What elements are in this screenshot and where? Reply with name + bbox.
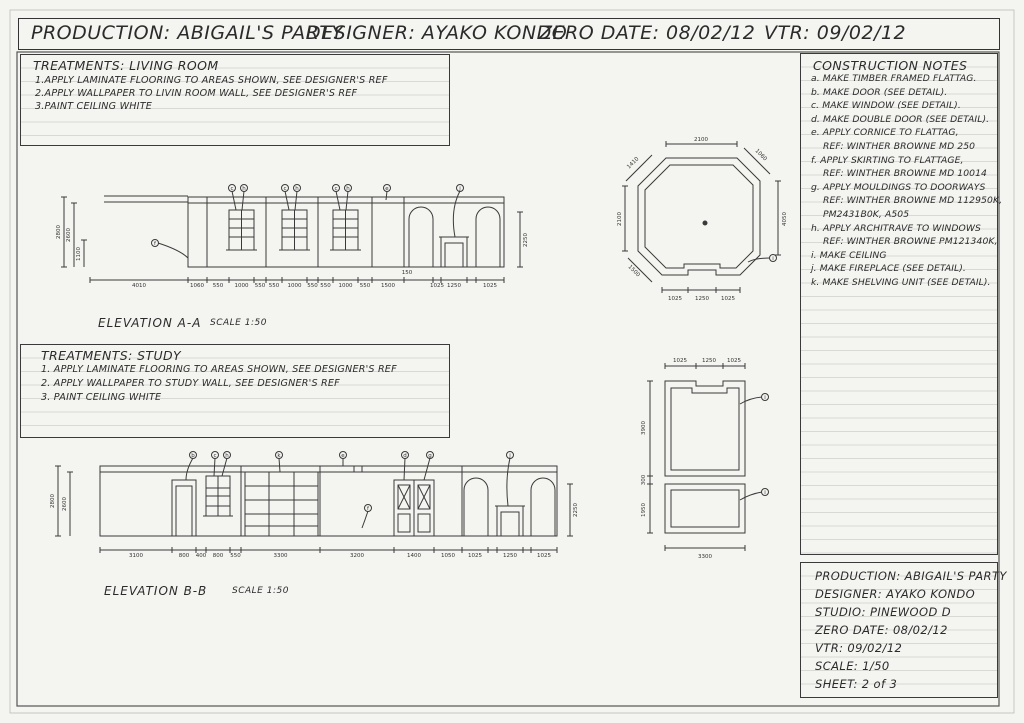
- living-room-heading: TREATMENTS: LIVING ROOM: [33, 58, 219, 73]
- construction-note-0: a. MAKE TIMBER FRAMED FLATTAG.: [811, 73, 977, 84]
- elev-a-dim-2: 550: [212, 283, 224, 289]
- construction-note-13: i. MAKE CEILING: [811, 249, 887, 261]
- title-production: PRODUCTION: ABIGAIL'S PARTY: [31, 22, 344, 44]
- elev-b-dim-10: 1250: [503, 553, 517, 559]
- callout-b-1: c: [213, 453, 217, 459]
- study-item-2: 2. APPLY WALLPAPER TO STUDY WALL, SEE DESIGNER'S REF: [41, 378, 340, 389]
- study-heading: TREATMENTS: STUDY: [41, 348, 182, 363]
- elev-a-dim-4: 550: [254, 283, 266, 289]
- elev-b-dim-11: 1025: [537, 553, 551, 559]
- title-zero-date: ZERO DATE: 08/02/12: [539, 22, 756, 44]
- window-a1: [226, 210, 257, 250]
- shelving-b: [245, 472, 318, 536]
- callout-b-7: j: [509, 453, 511, 459]
- callout-b-2: h: [225, 453, 229, 459]
- oct-dim-6: 1025: [668, 296, 682, 302]
- elev-b-dim-1: 800: [178, 553, 190, 559]
- study-dim-5: 1950: [641, 503, 647, 517]
- construction-note-5: REF: WINTHER BROWNE MD 250: [823, 141, 976, 152]
- callout-a-3: h: [295, 186, 299, 192]
- window-a2: [279, 210, 310, 250]
- study-dim-6: 3300: [698, 554, 712, 560]
- construction-note-15: k. MAKE SHELVING UNIT (SEE DETAIL).: [811, 277, 991, 288]
- callout-study-i-1: i: [764, 395, 766, 401]
- arch-b2: [531, 478, 555, 536]
- elev-b-h-dim-2: 2250: [573, 503, 579, 517]
- elev-a-dim-10: 550: [359, 283, 371, 289]
- sheet-border: [10, 10, 1014, 713]
- construction-note-11: h. APPLY ARCHITRAVE TO WINDOWS: [811, 222, 981, 234]
- construction-note-1: b. MAKE DOOR (SEE DETAIL).: [811, 86, 948, 98]
- construction-note-2: c. MAKE WINDOW (SEE DETAIL).: [811, 100, 961, 112]
- elev-b-dim-2: 400: [195, 553, 207, 559]
- elev-b-dim-9: 1025: [468, 553, 482, 559]
- study-dim-1: 1250: [702, 358, 716, 364]
- oct-dim-7: 1250: [695, 296, 709, 302]
- tb-sheet: SHEET: 2 of 3: [815, 677, 898, 691]
- oct-dim-1: 1060: [753, 148, 768, 163]
- study-dim-3: 3900: [641, 421, 647, 435]
- elevation-b-label: ELEVATION B-B: [104, 584, 208, 598]
- construction-note-10: PM2431B0K, A505: [823, 209, 910, 220]
- elev-b-dim-5: 3300: [273, 553, 288, 559]
- study-item-3: 3. PAINT CEILING WHITE: [41, 392, 162, 403]
- plan-octagon-drawing: [622, 141, 781, 293]
- frame-border: [17, 52, 999, 706]
- oct-dim-4: 4050: [782, 212, 788, 226]
- construction-note-9: REF: WINTHER BROWNE MD 112950K,: [823, 195, 1003, 207]
- elevation-a-label: ELEVATION A-A: [98, 316, 202, 330]
- fireplace-b: [495, 506, 525, 536]
- oct-dim-0: 2100: [694, 137, 708, 143]
- construction-note-3: d. MAKE DOUBLE DOOR (SEE DETAIL).: [811, 113, 990, 125]
- elev-a-dim-7: 550: [307, 283, 318, 289]
- title-designer: DESIGNER: AYAKO KONDO: [306, 22, 568, 44]
- tb-designer: DESIGNER: AYAKO KONDO: [815, 587, 976, 601]
- study-dim-2: 1025: [727, 358, 741, 364]
- oct-dim-8: 1025: [721, 296, 735, 302]
- double-door-b: [394, 480, 434, 536]
- living-room-item-3: 3.PAINT CEILING WHITE: [35, 101, 153, 112]
- arch-a2: [476, 207, 500, 267]
- construction-note-6: f. APPLY SKIRTING TO FLATTAGE,: [811, 154, 964, 166]
- tb-scale: SCALE: 1/50: [815, 659, 890, 673]
- callout-b-3: k: [277, 453, 281, 459]
- callout-study-i-2: i: [764, 490, 766, 496]
- elev-a-dim-5: 550: [268, 283, 280, 289]
- callout-a-4: c: [334, 186, 338, 192]
- callout-a-5: h: [346, 186, 350, 192]
- elev-b-dim-7: 1400: [407, 553, 421, 559]
- elev-a-dim-11: 1500: [381, 283, 395, 289]
- elev-b-h-dim-1: 2600: [62, 497, 68, 511]
- elev-a-h-dim-3: 2250: [523, 233, 529, 247]
- tb-studio: STUDIO: PINEWOOD D: [815, 605, 952, 619]
- elev-b-dim-8: 1050: [441, 553, 455, 559]
- tb-vtr: VTR: 09/02/12: [815, 641, 903, 655]
- elev-a-dim-9: 1000: [338, 283, 353, 289]
- elev-a-dim-3: 1000: [234, 283, 249, 289]
- living-room-item-2: 2.APPLY WALLPAPER TO LIVIN ROOM WALL, SEE DESIGNER'S REF: [35, 88, 358, 99]
- callout-b-f: f: [367, 506, 369, 512]
- oct-dim-2: 1410: [626, 156, 641, 171]
- plan-study-drawing: [647, 363, 769, 551]
- elevation-a-scale: SCALE 1:50: [210, 318, 267, 328]
- elevation-b-scale: SCALE 1:50: [232, 586, 289, 596]
- callout-b-6: g: [428, 453, 432, 459]
- elev-a-dim-0: 4010: [132, 283, 146, 289]
- elevation-a-drawing: [61, 185, 523, 284]
- elev-a-h-dim-2: 1100: [76, 247, 82, 261]
- elev-b-h-dim-0: 2800: [50, 494, 56, 508]
- callout-b-4: e: [341, 453, 345, 459]
- callout-a-2: c: [283, 186, 287, 192]
- construction-note-4: e. APPLY CORNICE TO FLATTAG,: [811, 127, 959, 139]
- elev-a-dim-13: 1250: [447, 283, 461, 289]
- elev-a-dim-14: 1025: [483, 283, 497, 289]
- construction-note-7: REF: WINTHER BROWNE MD 10014: [823, 168, 988, 180]
- tb-production: PRODUCTION: ABIGAIL'S PARTY: [815, 569, 1007, 583]
- construction-note-12: REF: WINTHER BROWNE PM121340K,: [823, 236, 998, 248]
- construction-notes-heading: CONSTRUCTION NOTES: [813, 58, 968, 73]
- elev-a-h-dim-1: 2600: [66, 228, 72, 242]
- tb-zero-date: ZERO DATE: 08/02/12: [815, 623, 948, 637]
- study-dim-0: 1025: [673, 358, 687, 364]
- arch-b1: [464, 478, 488, 536]
- window-a3: [330, 210, 361, 250]
- callout-a-1: h: [242, 186, 246, 192]
- callout-a-7: j: [459, 186, 461, 192]
- door-b: [172, 480, 196, 536]
- callout-b-5: d: [403, 453, 407, 459]
- elev-a-dim-6: 1000: [287, 283, 302, 289]
- callout-a-0: c: [230, 186, 234, 192]
- callout-b-0: b: [191, 453, 195, 459]
- oct-dim-5: 1500: [626, 264, 641, 279]
- elev-a-h-dim-0: 2800: [56, 225, 62, 239]
- elev-b-dim-4: 550: [230, 553, 241, 559]
- elev-b-dim-0: 3100: [129, 553, 143, 559]
- arch-a1: [409, 207, 433, 267]
- callout-oct-i: i: [772, 256, 774, 262]
- elev-a-dim-8: 550: [320, 283, 331, 289]
- living-room-item-1: 1.APPLY LAMINATE FLOORING TO AREAS SHOWN, SEE DESIGNER'S REF: [35, 75, 388, 86]
- callout-a-f: f: [154, 241, 156, 247]
- elev-a-dim-12: 1025: [430, 283, 444, 289]
- title-vtr: VTR: 09/02/12: [764, 22, 907, 44]
- elev-b-dim-6: 3200: [350, 553, 364, 559]
- window-b: [203, 476, 233, 516]
- elev-a-dim-1: 1060: [190, 283, 204, 289]
- fireplace-a: [439, 237, 469, 267]
- study-dim-4: 300: [641, 474, 647, 486]
- construction-note-8: g. APPLY MOULDINGS TO DOORWAYS: [811, 181, 986, 193]
- elev-a-top-dim: 150: [401, 270, 413, 276]
- oct-dim-3: 2100: [617, 212, 623, 226]
- elevation-b-drawing: [55, 452, 573, 554]
- study-item-1: 1. APPLY LAMINATE FLOORING TO AREAS SHOWN, SEE DESIGNER'S REF: [41, 364, 397, 375]
- callout-a-6: e: [385, 186, 389, 192]
- elev-b-dim-3: 800: [212, 553, 224, 559]
- construction-note-14: j. MAKE FIREPLACE (SEE DETAIL).: [811, 263, 966, 275]
